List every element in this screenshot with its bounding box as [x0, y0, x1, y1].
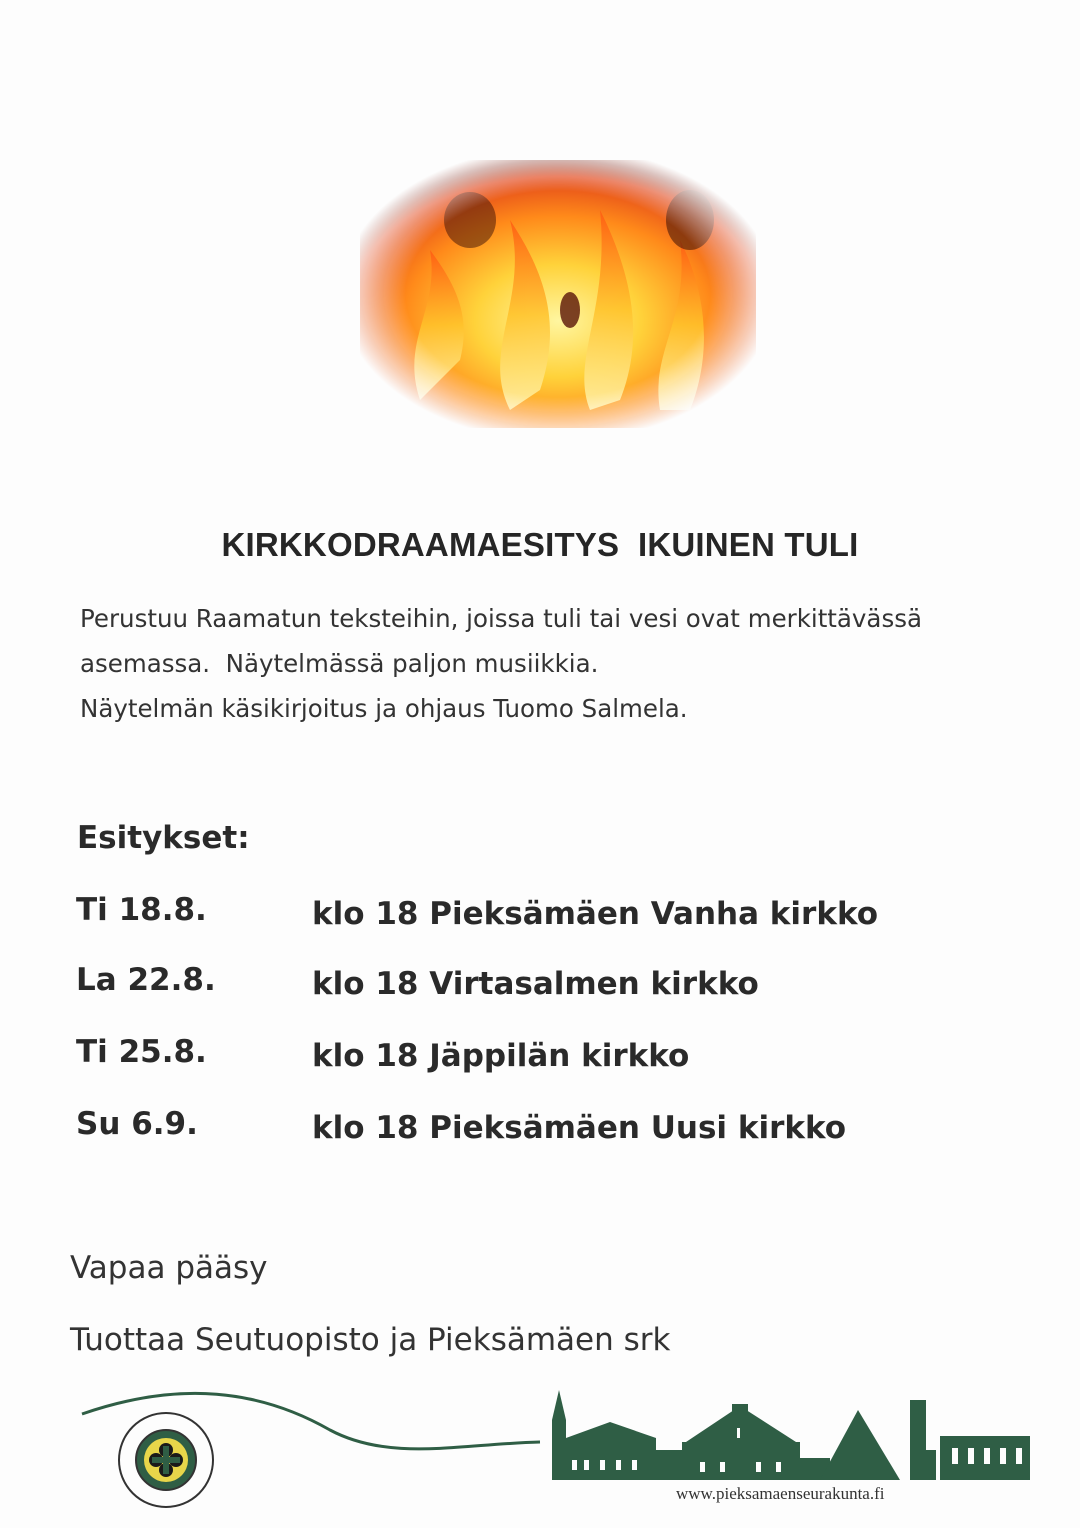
- schedule-day: Ti 18.8.: [76, 892, 207, 928]
- intro-line: asemassa. Näytelmässä paljon musiikkia.: [80, 649, 599, 678]
- free-entry-text: Vapaa pääsy: [70, 1250, 268, 1286]
- schedule-heading: Esitykset:: [77, 820, 250, 856]
- schedule-row: [0, 1034, 1080, 1084]
- schedule-event: klo 18 Pieksämäen Vanha kirkko: [312, 896, 879, 932]
- schedule-event: klo 18 Jäppilän kirkko: [312, 1038, 690, 1074]
- church-skyline-icon: [552, 1390, 1030, 1480]
- producer-text: Tuottaa Seutuopisto ja Pieksämäen srk: [70, 1322, 671, 1358]
- intro-line: Näytelmän käsikirjoitus ja ohjaus Tuomo Salmela.: [80, 694, 688, 723]
- schedule-day: La 22.8.: [76, 962, 216, 998]
- schedule-row: [0, 892, 1080, 942]
- intro-text: [80, 596, 1060, 731]
- schedule-event: klo 18 Pieksämäen Uusi kirkko: [312, 1110, 847, 1146]
- schedule-row: [0, 1106, 1080, 1156]
- parish-seal-logo: [116, 1410, 216, 1510]
- event-title: KIRKKODRAAMAESITYS IKUINEN TULI: [221, 526, 859, 563]
- intro-line: Perustuu Raamatun teksteihin, joissa tuli tai vesi ovat merkittävässä: [80, 604, 922, 633]
- schedule-day: Ti 25.8.: [76, 1034, 207, 1070]
- website-url[interactable]: www.pieksamaenseurakunta.fi: [676, 1484, 885, 1503]
- fire-image: [360, 160, 756, 428]
- schedule-row: [0, 962, 1080, 1012]
- schedule-day: Su 6.9.: [76, 1106, 198, 1142]
- schedule-event: klo 18 Virtasalmen kirkko: [312, 966, 759, 1002]
